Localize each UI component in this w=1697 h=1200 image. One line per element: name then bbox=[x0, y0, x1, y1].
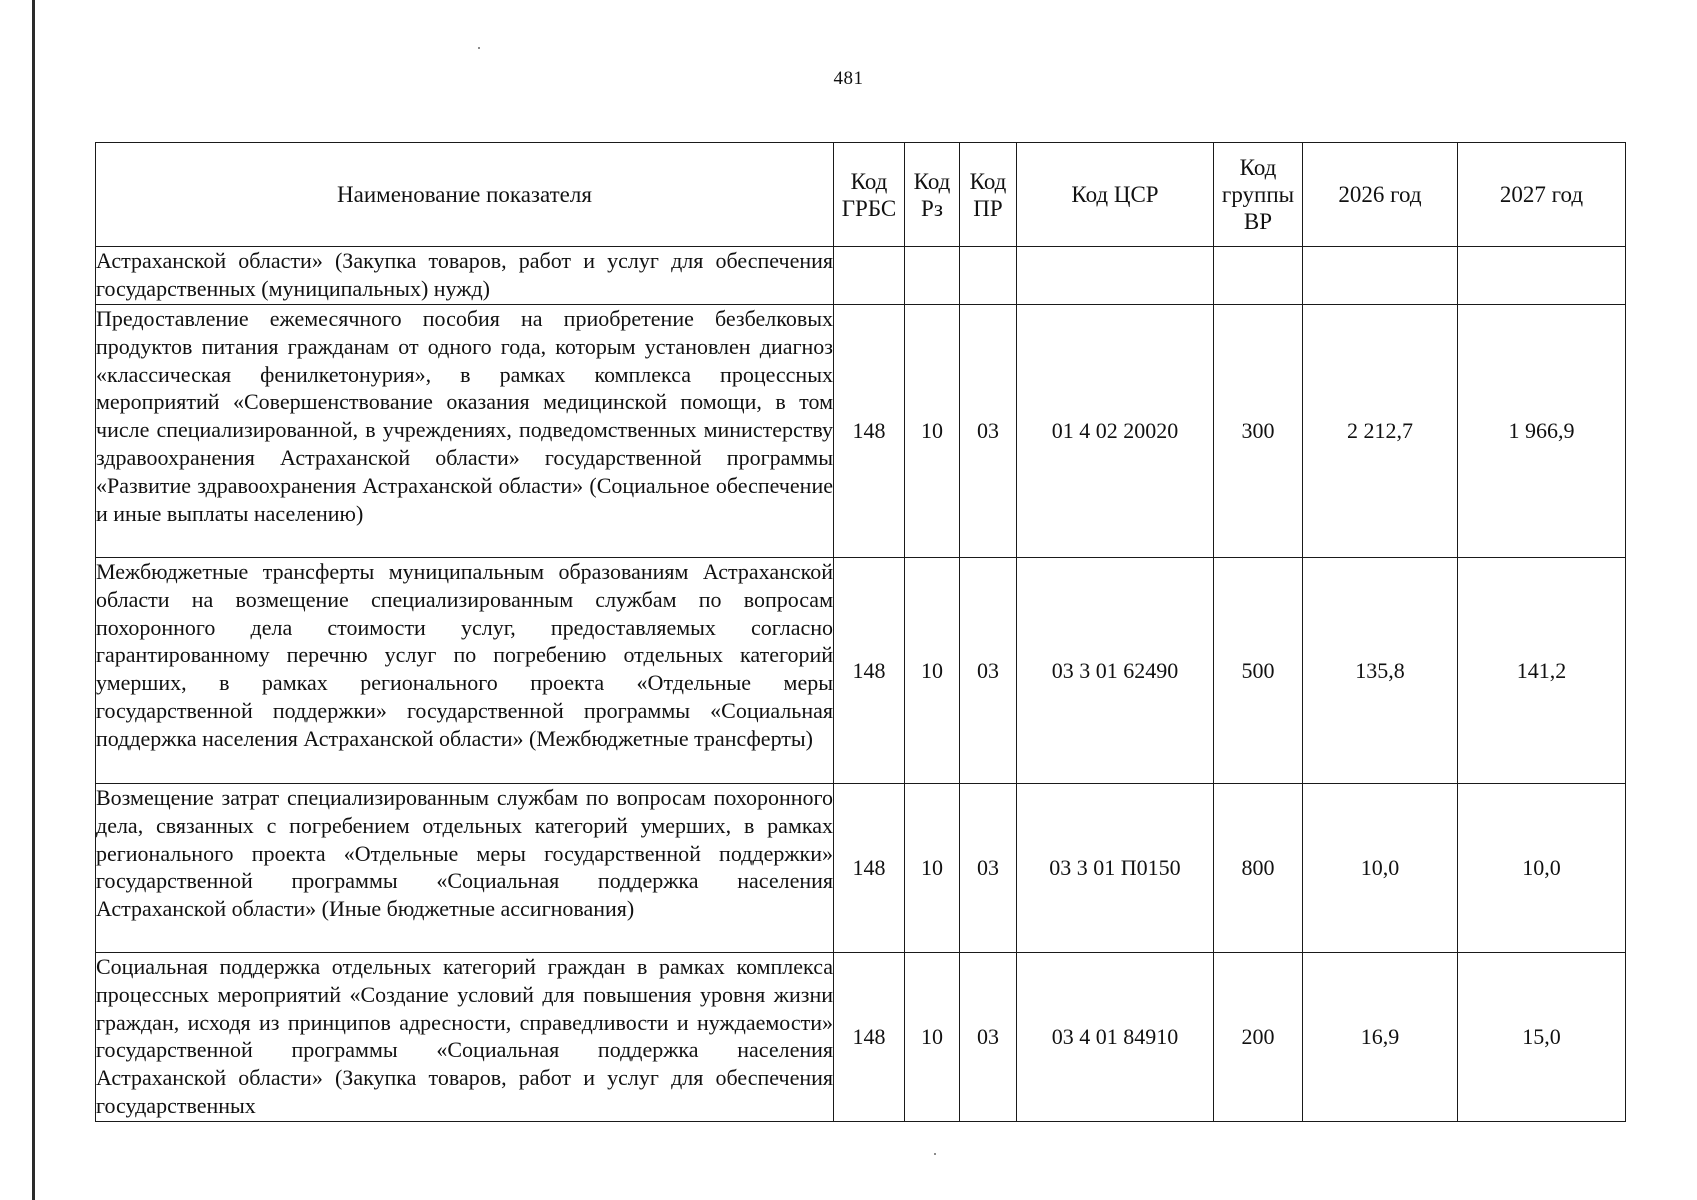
row-indicator-name: Социальная поддержка отдельных категорий граждан в рамках комплекса процессных мероприятий «Создание условий для повышения уровня жизни граждан, исходя из принципов адресности, справедливости и нуждаемости» государственной программы «Социальная поддержка населения Астраханской области» (Закупка товаров, работ и услуг для обеспечения государственных bbox=[96, 953, 834, 1122]
row-amount-2027: 1 966,9 bbox=[1458, 305, 1626, 558]
header-vr-group-code: Код группы ВР bbox=[1214, 143, 1303, 247]
header-rz-code: Код Рз bbox=[905, 143, 960, 247]
row-amount-2026: 10,0 bbox=[1303, 784, 1458, 953]
scan-edge-line bbox=[32, 0, 35, 1200]
table-row bbox=[96, 305, 1626, 558]
row-amount-2027: 10,0 bbox=[1458, 784, 1626, 953]
table-row bbox=[96, 784, 1626, 953]
row-vr-code bbox=[1214, 247, 1303, 305]
table-row bbox=[96, 247, 1626, 305]
row-vr-code: 300 bbox=[1214, 305, 1303, 558]
row-pr-code: 03 bbox=[960, 558, 1017, 784]
row-grbs-code: 148 bbox=[834, 558, 905, 784]
row-csr-code: 03 3 01 П0150 bbox=[1017, 784, 1214, 953]
row-csr-code: 01 4 02 20020 bbox=[1017, 305, 1214, 558]
row-pr-code: 03 bbox=[960, 305, 1017, 558]
row-vr-code: 500 bbox=[1214, 558, 1303, 784]
header-year-2027: 2027 год bbox=[1458, 143, 1626, 247]
row-indicator-name: Предоставление ежемесячного пособия на приобретение безбелковых продуктов питания гражданам от одного года, которым установлен диагноз «классическая фенилкетонурия», в рамках комплекса процессных мероприятий «Совершенствование оказания медицинской помощи, в том числе специализированной, в учреждениях, подведомственных министерству здравоохранения Астраханской области» государственной программы «Развитие здравоохранения Астраханской области» (Социальное обеспечение и иные выплаты населению) bbox=[96, 305, 834, 558]
row-indicator-name: Астраханской области» (Закупка товаров, работ и услуг для обеспечения государственных (муниципальных) нужд) bbox=[96, 247, 834, 305]
row-rz-code: 10 bbox=[905, 953, 960, 1122]
header-year-2026: 2026 год bbox=[1303, 143, 1458, 247]
row-indicator-name: Возмещение затрат специализированным службам по вопросам похоронного дела, связанных с погребением отдельных категорий умерших, в рамках регионального проекта «Отдельные меры государственной поддержки» государственной программы «Социальная поддержка населения Астраханской области» (Иные бюджетные ассигнования) bbox=[96, 784, 834, 953]
table-row bbox=[96, 558, 1626, 784]
row-amount-2027 bbox=[1458, 247, 1626, 305]
row-amount-2026: 135,8 bbox=[1303, 558, 1458, 784]
row-vr-code: 200 bbox=[1214, 953, 1303, 1122]
scan-speck bbox=[478, 47, 480, 49]
scan-speck bbox=[934, 1153, 936, 1155]
row-amount-2026: 2 212,7 bbox=[1303, 305, 1458, 558]
row-csr-code: 03 3 01 62490 bbox=[1017, 558, 1214, 784]
row-csr-code: 03 4 01 84910 bbox=[1017, 953, 1214, 1122]
row-rz-code: 10 bbox=[905, 305, 960, 558]
row-grbs-code: 148 bbox=[834, 953, 905, 1122]
table-row bbox=[96, 953, 1626, 1122]
row-rz-code: 10 bbox=[905, 784, 960, 953]
row-amount-2027: 15,0 bbox=[1458, 953, 1626, 1122]
table-header-row bbox=[96, 143, 1626, 247]
row-amount-2027: 141,2 bbox=[1458, 558, 1626, 784]
row-rz-code bbox=[905, 247, 960, 305]
row-csr-code bbox=[1017, 247, 1214, 305]
row-pr-code: 03 bbox=[960, 953, 1017, 1122]
row-grbs-code: 148 bbox=[834, 784, 905, 953]
row-amount-2026 bbox=[1303, 247, 1458, 305]
row-pr-code: 03 bbox=[960, 784, 1017, 953]
header-pr-code: Код ПР bbox=[960, 143, 1017, 247]
row-grbs-code: 148 bbox=[834, 305, 905, 558]
header-csr-code: Код ЦСР bbox=[1017, 143, 1214, 247]
row-pr-code bbox=[960, 247, 1017, 305]
budget-table bbox=[95, 142, 1626, 1122]
row-indicator-name: Межбюджетные трансферты муниципальным образованиям Астраханской области на возмещение специализированным службам по вопросам похоронного дела стоимости услуг, предоставляемых согласно гарантированному перечню услуг по погребению отдельных категорий умерших, в рамках регионального проекта «Отдельные меры государственной поддержки» государственной программы «Социальная поддержка населения Астраханской области» (Межбюджетные трансферты) bbox=[96, 558, 834, 784]
row-grbs-code bbox=[834, 247, 905, 305]
row-rz-code: 10 bbox=[905, 558, 960, 784]
header-grbs-code: Код ГРБС bbox=[834, 143, 905, 247]
page-number: 481 bbox=[833, 68, 864, 89]
row-vr-code: 800 bbox=[1214, 784, 1303, 953]
row-amount-2026: 16,9 bbox=[1303, 953, 1458, 1122]
header-indicator-name: Наименование показателя bbox=[96, 143, 834, 247]
